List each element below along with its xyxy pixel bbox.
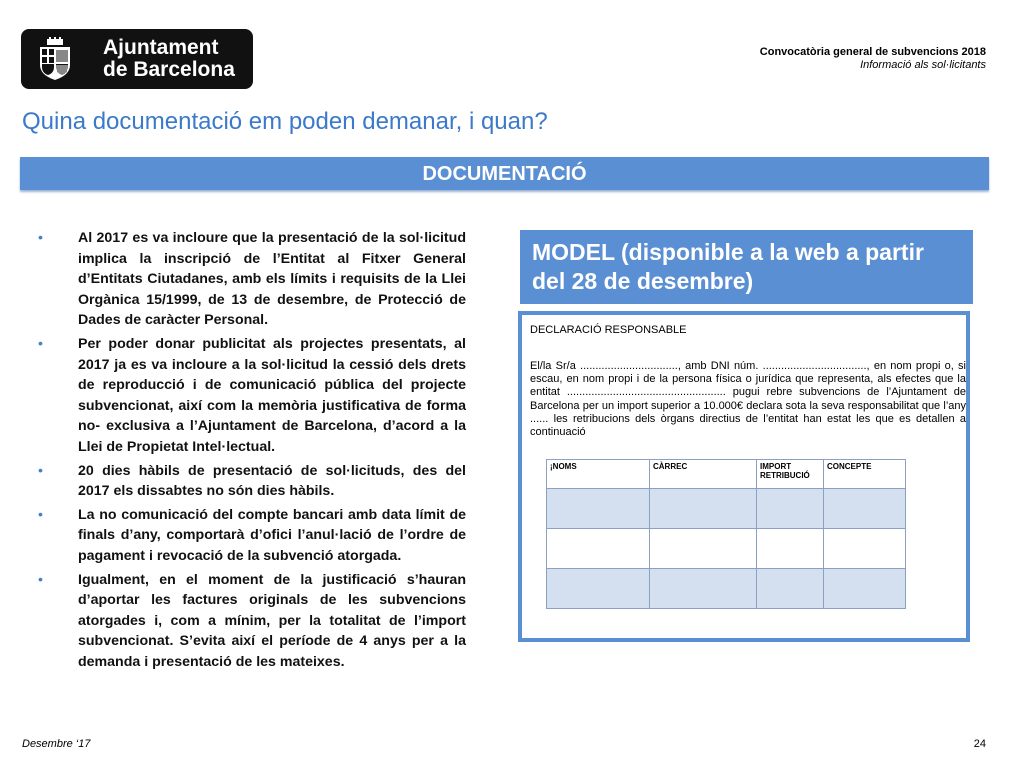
table-row bbox=[547, 569, 906, 609]
declaration-body: El/la Sr/a ................................, amb DNI núm. .................................., en nom propi o, si escau, en nom propi i de la persona física o jurídica que representa, als efectes que la entitat .................................................... pugui rebre subvencions de l’Ajuntament de Barcelona per un import superior a 10.000€ declara sota la seva responsabilitat que l’any ...... les retribucions dels òrgans directius de l’entitat han estat les que es detallen a continuació bbox=[530, 360, 966, 439]
footer-date: Desembre ‘17 bbox=[22, 738, 91, 750]
declaration-form-preview bbox=[518, 311, 970, 642]
column-header: IMPORT RETRIBUCIÓ bbox=[757, 460, 824, 489]
page-number: 24 bbox=[973, 738, 986, 750]
bullet-icon: • bbox=[38, 571, 43, 588]
table-cell bbox=[824, 489, 906, 529]
list-item bbox=[38, 461, 466, 502]
header-info bbox=[760, 46, 986, 72]
table-cell bbox=[824, 529, 906, 569]
logo-line-1: Ajuntament bbox=[103, 36, 219, 59]
bullet-icon: • bbox=[38, 230, 43, 246]
list-item-text: Igualment, en el moment de la justificació s’hauran d’aportar les factures originals de les subvencions atorgades i, com a mínim, per la totalitat de l’import subvencionat. S’evita així el període de 4 anys per a la demanda i presentació de les mateixes. bbox=[78, 571, 466, 670]
bullet-icon: • bbox=[38, 462, 43, 479]
table-cell bbox=[757, 529, 824, 569]
ajuntament-logo bbox=[21, 29, 253, 89]
list-item bbox=[38, 570, 466, 673]
logo-wordmark bbox=[103, 37, 235, 81]
column-header: CÀRREC bbox=[650, 460, 757, 489]
table-cell bbox=[650, 569, 757, 609]
table-row bbox=[547, 489, 906, 529]
table-header-row bbox=[547, 460, 906, 489]
section-banner: DOCUMENTACIÓ bbox=[20, 157, 989, 190]
table-cell bbox=[650, 489, 757, 529]
page-title: Quina documentació em poden demanar, i quan? bbox=[22, 108, 548, 135]
table-cell bbox=[547, 529, 650, 569]
header-line-1: Convocatòria general de subvencions 2018 bbox=[759, 46, 986, 58]
list-item bbox=[38, 228, 466, 331]
table-cell bbox=[650, 529, 757, 569]
retribution-table bbox=[546, 459, 906, 609]
table-cell bbox=[757, 569, 824, 609]
table-row bbox=[547, 529, 906, 569]
list-item-text: La no comunicació del compte bancari amb data límit de finals d’any, comportarà d’ofici l’anul·lació de l’ordre de pagament i revocació de la subvenció atorgada. bbox=[78, 506, 466, 564]
column-header: ¡NOMS bbox=[547, 460, 650, 489]
table-cell bbox=[824, 569, 906, 609]
bullet-list bbox=[38, 228, 466, 675]
barcelona-shield-icon bbox=[33, 37, 77, 81]
list-item-text: 20 dies hàbils de presentació de sol·licituds, des del 2017 els dissabtes no són dies hàbils. bbox=[78, 462, 466, 500]
column-header: CONCEPTE bbox=[824, 460, 906, 489]
list-item bbox=[38, 505, 466, 567]
declaration-title: DECLARACIÓ RESPONSABLE bbox=[530, 324, 687, 336]
list-item-text: Per poder donar publicitat als projectes presentats, al 2017 ja es va incloure a la sol·licitud la cessió dels drets de reproducció i de comunicació pública del projecte subvencionat, així com la memòria justificativa de forma no- exclusiva a l’Ajuntament de Barcelona, d’acord a la Llei de Propietat Intel·lectual. bbox=[78, 335, 466, 455]
list-item-text: Al 2017 es va incloure que la presentació de la sol·licitud implica la inscripció de l’Entitat al Fitxer General d’Entitats Ciutadanes, amb els límits i requisits de la Llei Orgànica 15/1999, de 13 de desembre, de Protecció de Dades de caràcter Personal. bbox=[78, 230, 466, 329]
model-header: MODEL (disponible a la web a partir del 28 de desembre) bbox=[520, 230, 973, 304]
bullet-icon: • bbox=[38, 335, 43, 352]
header-line-2: Informació als sol·licitants bbox=[860, 59, 986, 71]
bullet-icon: • bbox=[38, 506, 43, 523]
table-cell bbox=[757, 489, 824, 529]
table-cell bbox=[547, 489, 650, 529]
list-item bbox=[38, 334, 466, 458]
logo-line-2: de Barcelona bbox=[103, 58, 235, 81]
table-cell bbox=[547, 569, 650, 609]
